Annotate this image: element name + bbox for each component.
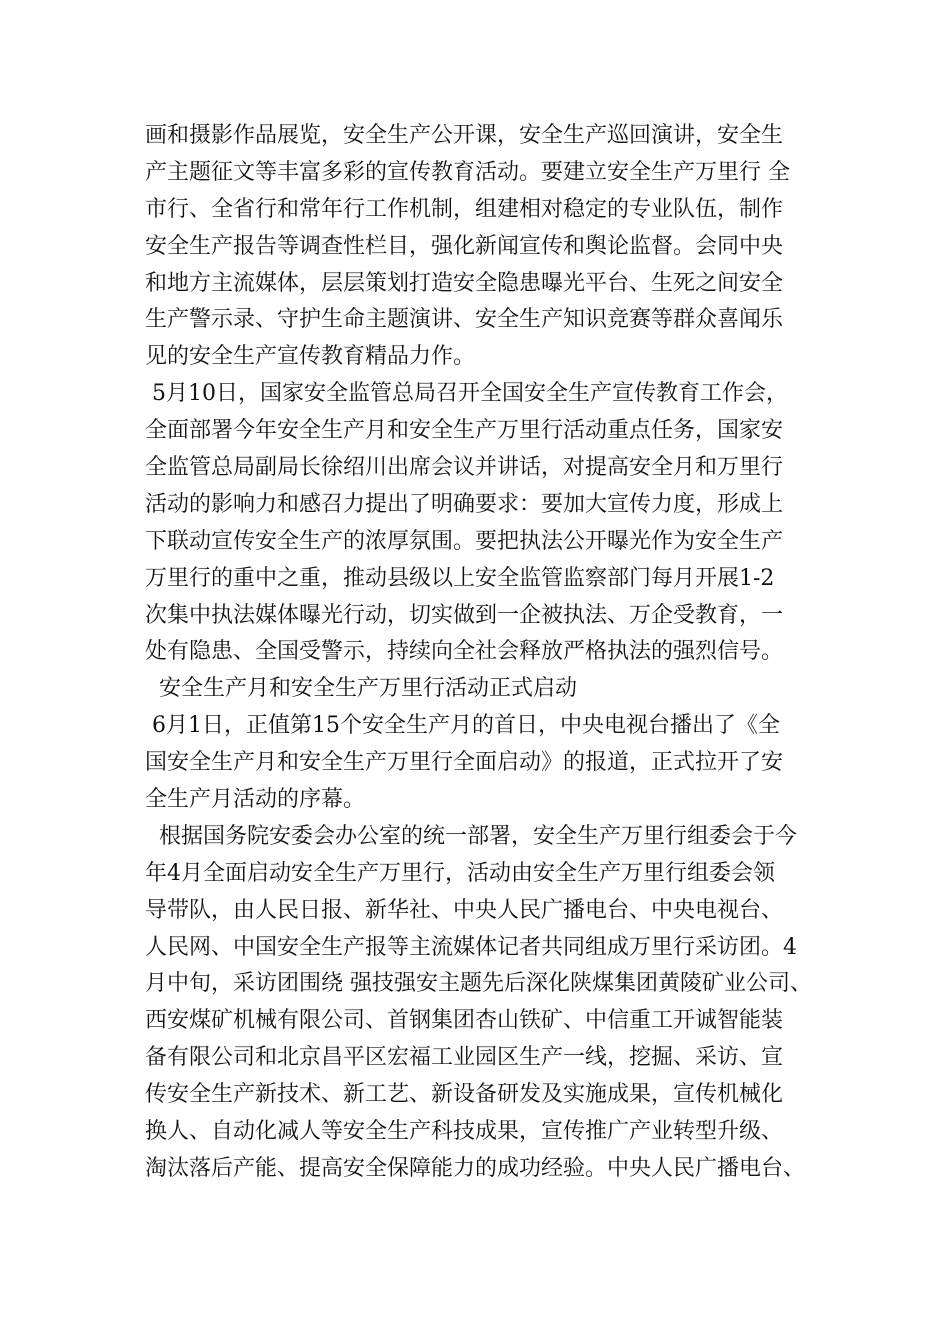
text-line: 备有限公司和北京昌平区宏福工业园区生产一线，挖掘、采访、宣: [145, 1045, 784, 1071]
section-heading: 安全生产月和安全生产万里行活动正式启动: [145, 676, 577, 702]
text-line: 和地方主流媒体，层层策划打造安全隐患曝光平台、生死之间安全: [145, 270, 784, 296]
text-line: 5月10日，国家安全监管总局召开全国安全生产宣传教育工作会，: [145, 381, 788, 407]
text-line: 根据国务院安委会办公室的统一部署，安全生产万里行组委会于今: [145, 823, 797, 849]
text-line: 淘汰落后产能、提高安全保障能力的成功经验。中央人民广播电台、: [145, 1155, 806, 1181]
text-line: 换人、自动化减人等安全生产科技成果，宣传推广产业转型升级、: [145, 1119, 784, 1145]
text-line: 人民网、中国安全生产报等主流媒体记者共同组成万里行采访团。4: [145, 934, 797, 960]
text-line: 全生产月活动的序幕。: [145, 787, 366, 813]
text-line: 见的安全生产宣传教育精品力作。: [145, 344, 476, 370]
text-line: 国安全生产月和安全生产万里行全面启动》的报道，正式拉开了安: [145, 750, 784, 776]
text-line: 产主题征文等丰富多彩的宣传教育活动。要建立安全生产万里行 全: [145, 159, 790, 185]
text-line: 全面部署今年安全生产月和安全生产万里行活动重点任务，国家安: [145, 418, 784, 444]
text-line: 月中旬，采访团围绕 强技强安主题先后深化陕煤集团黄陵矿业公司、: [145, 971, 812, 997]
text-line: 西安煤矿机械有限公司、首钢集团杏山铁矿、中信重工开诚智能装: [145, 1008, 784, 1034]
text-line: 市行、全省行和常年行工作机制，组建相对稳定的专业队伍，制作: [145, 196, 784, 222]
text-line: 次集中执法媒体曝光行动，切实做到一企被执法、万企受教育，一: [145, 602, 784, 628]
text-line: 生产警示录、守护生命主题演讲、安全生产知识竞赛等群众喜闻乐: [145, 307, 784, 333]
text-line: 处有隐患、全国受警示，持续向全社会释放严格执法的强烈信号。: [145, 639, 784, 665]
text-line: 6月1日，正值第15个安全生产月的首日，中央电视台播出了《全: [145, 713, 780, 739]
text-line: 万里行的重中之重，推动县级以上安全监管监察部门每月开展1-2: [145, 565, 775, 591]
text-line: 活动的影响力和感召力提出了明确要求：要加大宣传力度，形成上: [145, 491, 784, 517]
text-line: 导带队，由人民日报、新华社、中央人民广播电台、中央电视台、: [145, 897, 784, 923]
text-line: 安全生产报告等调查性栏目，强化新闻宣传和舆论监督。会同中央: [145, 233, 784, 259]
text-line: 下联动宣传安全生产的浓厚氛围。要把执法公开曝光作为安全生产: [145, 528, 784, 554]
body-text: [145, 118, 835, 1188]
text-line: 传安全生产新技术、新工艺、新设备研发及实施成果，宣传机械化: [145, 1082, 784, 1108]
text-line: 全监管总局副局长徐绍川出席会议并讲话，对提高安全月和万里行: [145, 455, 784, 481]
text-line: 年4月全面启动安全生产万里行，活动由安全生产万里行组委会领: [145, 860, 775, 886]
text-line: 画和摄影作品展览，安全生产公开课，安全生产巡回演讲，安全生: [145, 123, 784, 148]
